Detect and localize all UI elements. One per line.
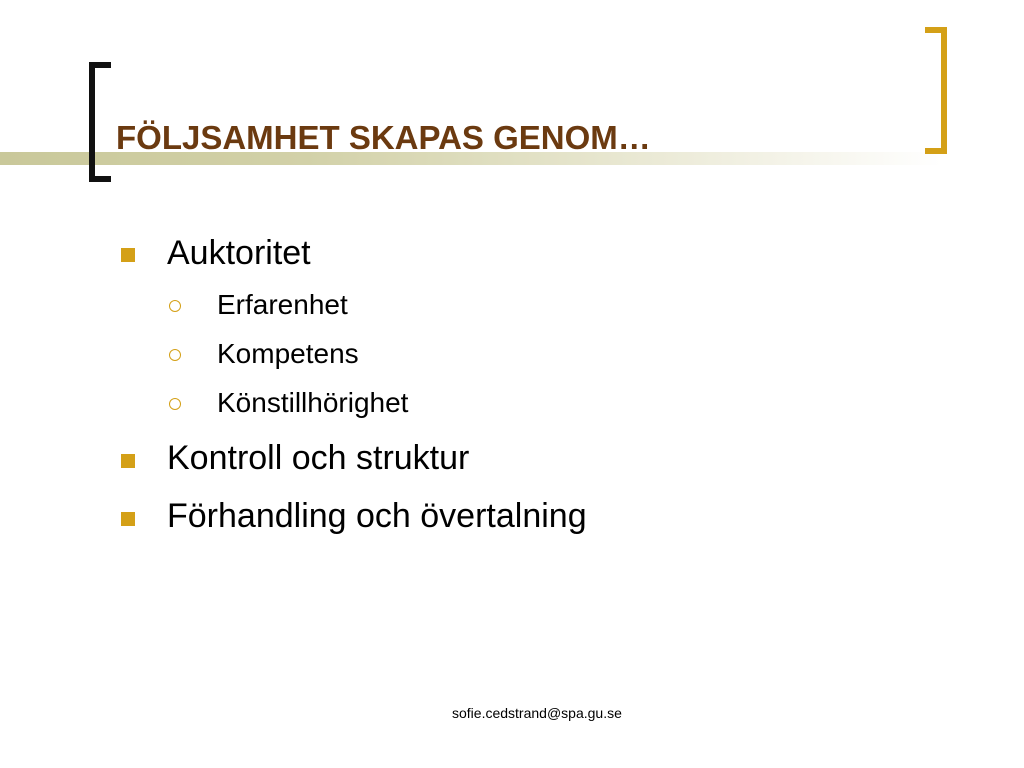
bullet-text: Kontroll och struktur [167, 439, 470, 477]
square-bullet-icon [121, 454, 135, 468]
hollow-circle-bullet-icon [169, 300, 181, 312]
square-bullet-icon [121, 248, 135, 262]
bullet-text: Förhandling och övertalning [167, 497, 587, 535]
hollow-circle-bullet-icon [169, 349, 181, 361]
square-bullet-icon [121, 512, 135, 526]
sub-bullet-text: Kompetens [217, 338, 359, 369]
sub-bullet-text: Erfarenhet [217, 289, 348, 320]
footer-email: sofie.cedstrand@spa.gu.se [452, 705, 622, 721]
bullet-text: Auktoritet [167, 234, 311, 272]
sub-bullet-text: Könstillhörighet [217, 387, 409, 418]
slide-title: FÖLJSAMHET SKAPAS GENOM… [116, 119, 651, 156]
hollow-circle-bullet-icon [169, 398, 181, 410]
